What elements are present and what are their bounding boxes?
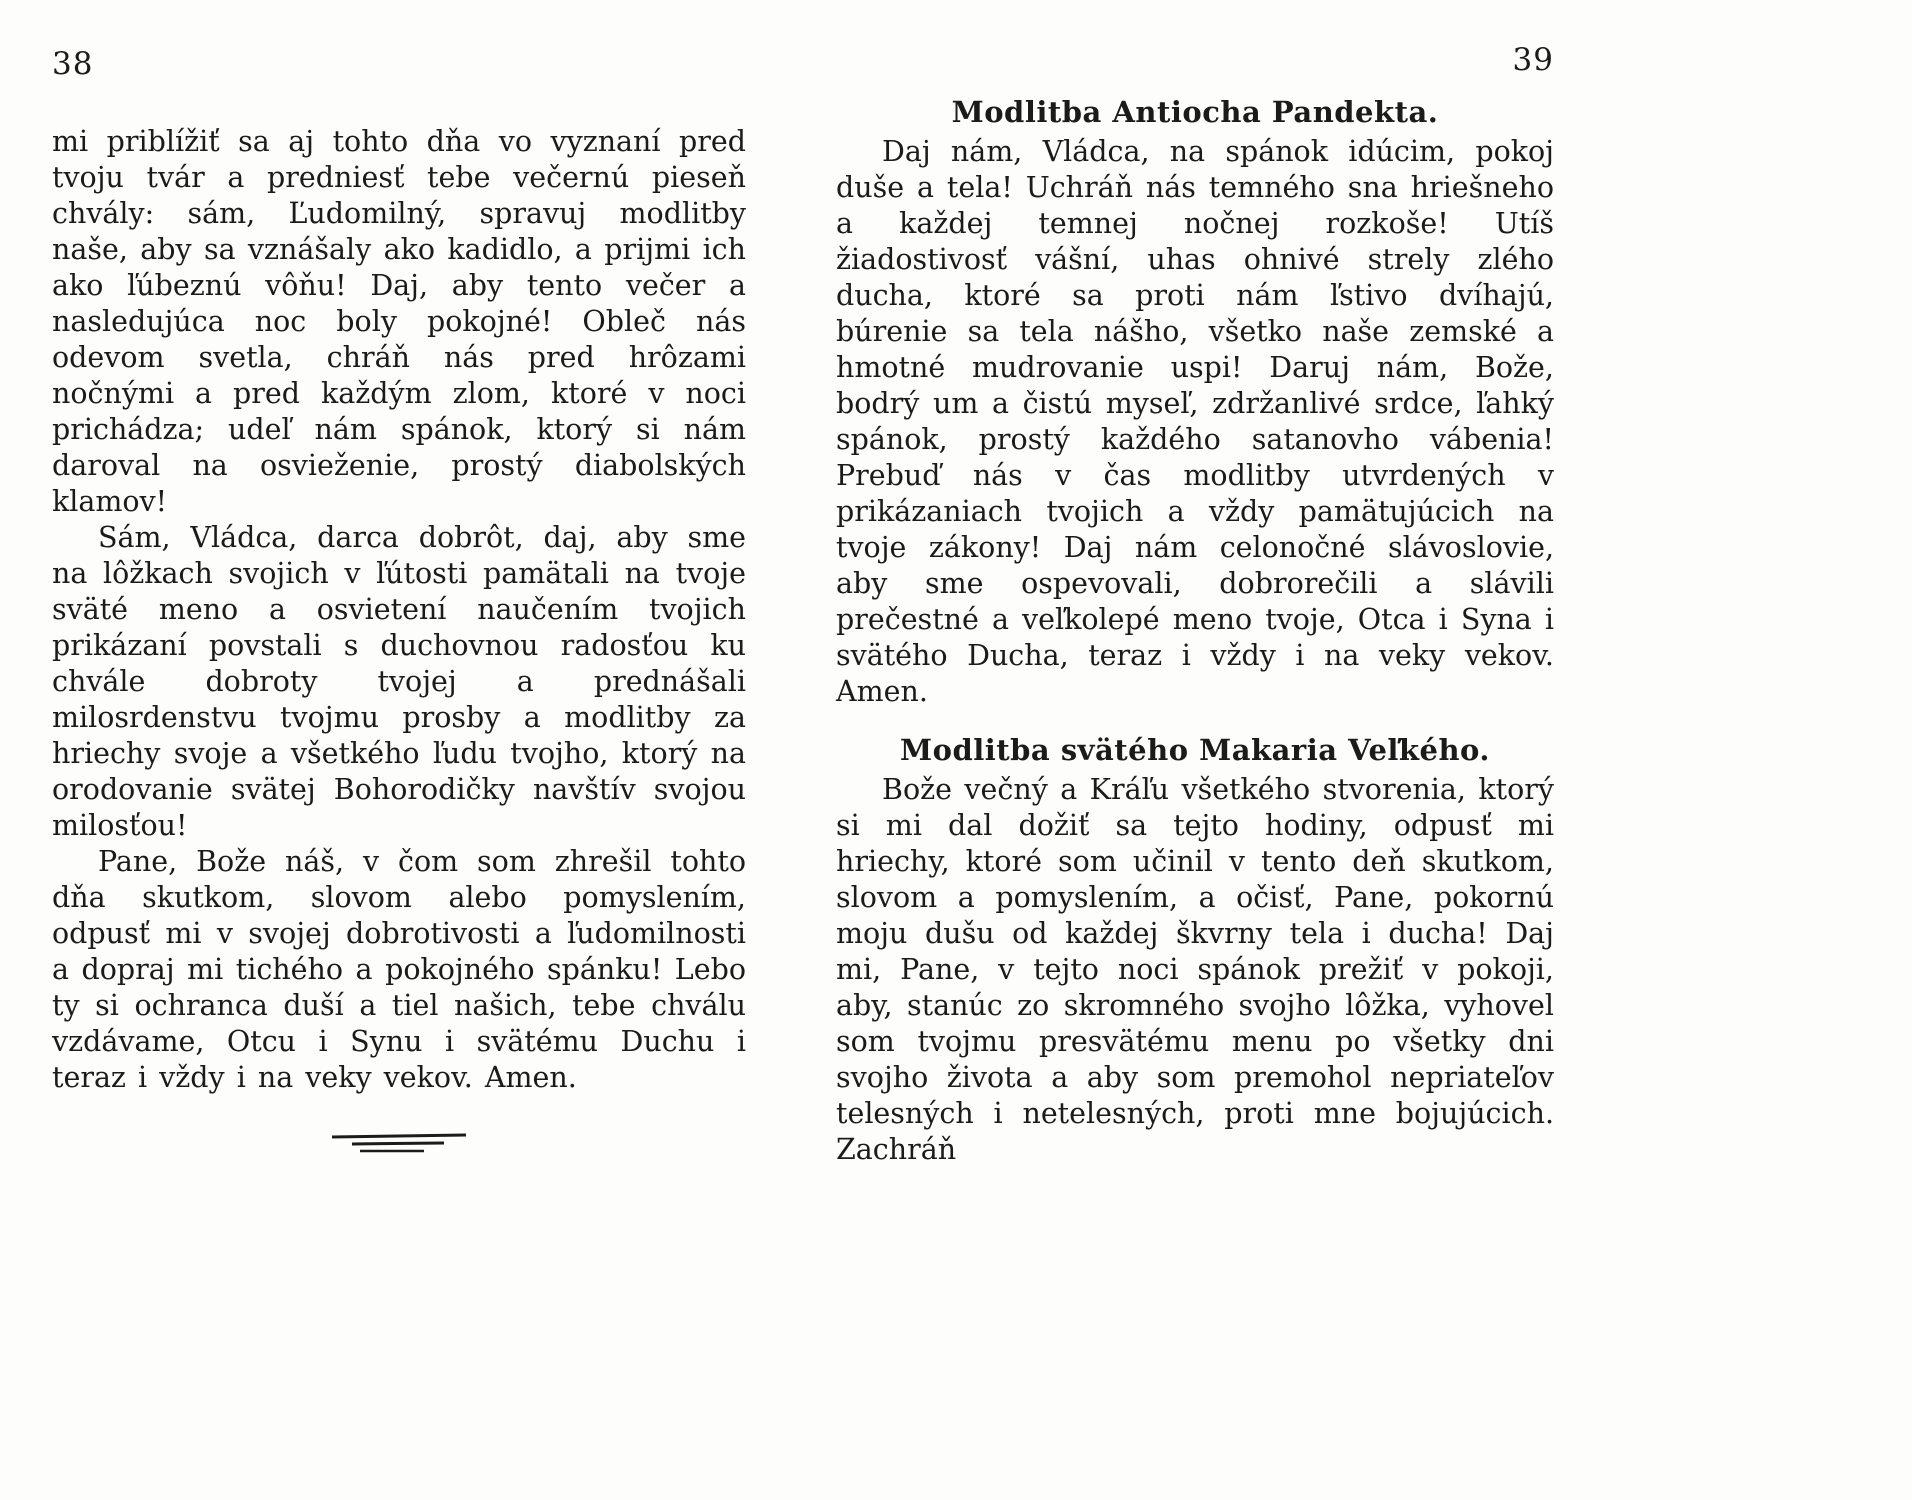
page-number-left: 38 [52, 46, 94, 82]
page-left [52, 46, 746, 1500]
page-right [836, 42, 1554, 1500]
page-number-right: 39 [1512, 42, 1554, 78]
paragraph: Bože večný a Kráľu všetkého stvorenia, ktorý si mi dal dožiť sa tejto hodiny, odpusť mi hriechy, ktoré som učinil v tento deň skutkom, slovom a pomyslením, a očisť, Pane, pokornú moju dušu od každej škvrny tela i ducha! Daj mi, Pane, v tejto noci spánok prežiť v pokoji, aby, stanúc zo skromného svojho lôžka, vyhovel som tvojmu presvätému menu po všetky dni svojho života a aby som premohol nepriateľov telesných i netelesných, proti mne bojujúcich. Zachráň [836, 773, 1554, 1166]
section-divider [52, 1126, 746, 1162]
paragraph-continuation: mi priblížiť sa aj tohto dňa vo vyznaní pred tvoju tvár a predniesť tebe večernú pieseň chvály: sám, Ľudomilný, spravuj modlitby naše, aby sa vznášaly ako kadidlo, a prijmi ich ako ľúbeznú vôňu! Daj, aby tento večer a nasledujúca noc boly pokojné! Obleč nás odevom svetla, chráň nás pred hrôzami nočnými a pred každým zlom, ktoré v noci prichádza; udeľ nám spánok, ktorý si nám daroval na osvieženie, prostý diabolských klamov! [52, 125, 746, 518]
divider-rule-icon [324, 1126, 474, 1162]
paragraph: Pane, Bože náš, v čom som zhrešil tohto dňa skutkom, slovom alebo pomyslením, odpusť mi v svojej dobrotivosti a ľudomilnosti a dopraj mi tichého a pokojného spánku! Lebo ty si ochranca duší a tiel našich, tebe chválu vzdávame, Otcu i Synu i svätému Duchu i teraz i vždy i na veky vekov. Amen. [52, 845, 746, 1094]
prayer-heading: Modlitba svätého Makaria Veľkého. [900, 733, 1490, 767]
paragraph: Sám, Vládca, darca dobrôt, daj, aby sme na lôžkach svojich v ľútosti pamätali na tvoje sväté meno a osvietení naučením tvojich prikázaní povstali s duchovnou radosťou ku chvále dobroty tvojej a prednášali milosrdenstvu tvojmu prosby a modlitby za hriechy svoje a všetkého ľudu tvojho, ktorý na orodovanie svätej Bohorodičky navštív svojou milosťou! [52, 521, 746, 842]
prayer-section-antioch [836, 94, 1554, 710]
paragraph: Daj nám, Vládca, na spánok idúcim, pokoj duše a tela! Uchráň nás temného sna hriešneho a každej temnej nočnej rozkoše! Utíš žiadostivosť vášní, uhas ohnivé strely zlého ducha, ktoré sa proti nám ľstivo dvíhajú, búrenie sa tela nášho, všetko naše zemské a hmotné mudrovanie uspi! Daruj nám, Bože, bodrý um a čistú myseľ, zdržanlivé srdce, ľahký spánok, prostý každého satanovho vábenia! Prebuď nás v čas modlitby utvrdených v prikázaniach tvojich a vždy pamätujúcich na tvoje zákony! Daj nám celonočné slávoslovie, aby sme ospevovali, dobrorečili a slávili prečestné a veľkolepé meno tvoje, Otca i Syna i svätého Ducha, teraz i vždy i na veky vekov. Amen. [836, 135, 1554, 708]
prayer-section-makarius [836, 732, 1554, 1168]
prayer-heading: Modlitba Antiocha Pandekta. [951, 95, 1439, 129]
